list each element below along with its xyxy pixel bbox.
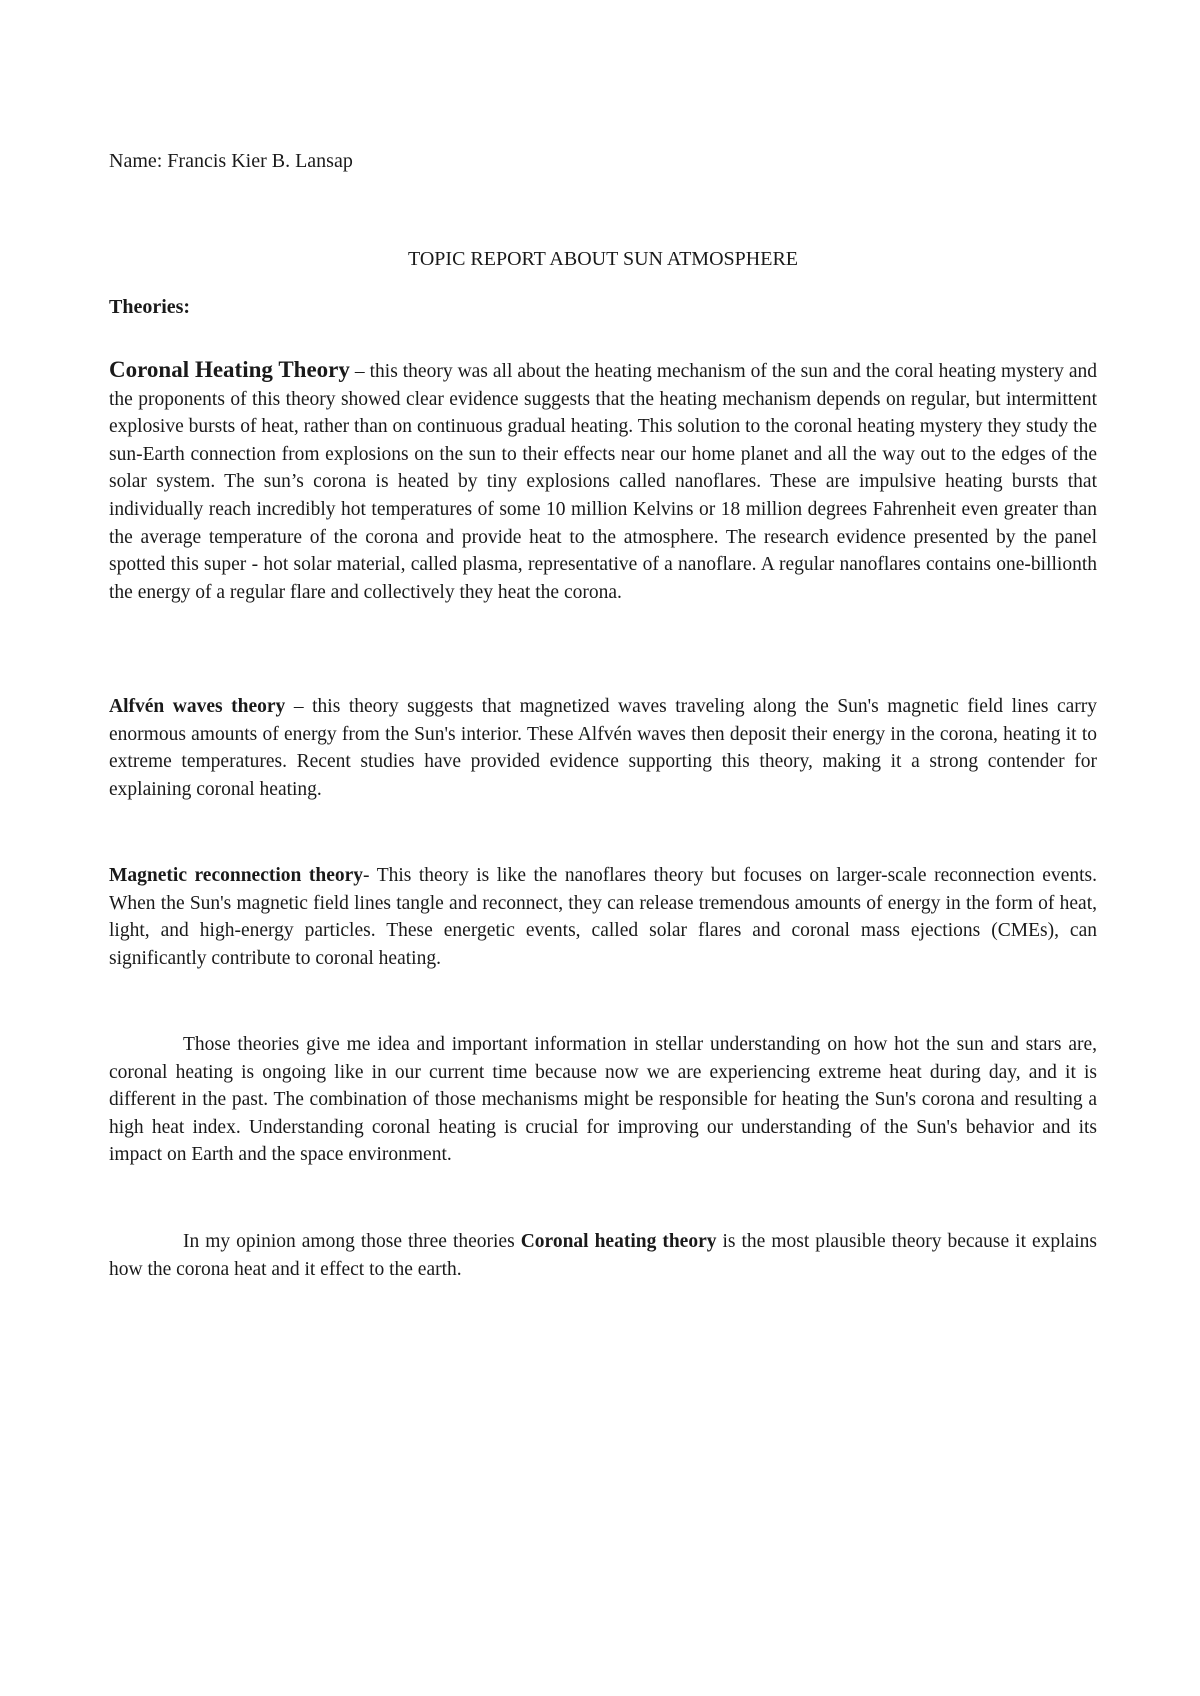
alfven-waves-text: – this theory suggests that magnetized waves traveling along the Sun's magnetic field lines carry enormous amounts of energy from the Sun's interior. These Alfvén waves then deposit their energy in the corona, heating it to extreme temperatures. Recent studies have provided evidence supporting this theory, making it a strong contender for explaining coronal heating. — [109, 696, 1098, 800]
paragraph-reflection — [109, 1031, 1097, 1169]
alfven-waves-heading: Alfvén waves theory — [109, 696, 286, 717]
section-label-theories: Theories: — [109, 296, 191, 318]
magnetic-reconnection-text: - This theory is like the nanoflares theory but focuses on larger-scale reconnection events. When the Sun's magnetic field lines tangle and reconnect, they can release tremendous amounts of energy in the form of heat, light, and high-energy particles. These energetic events, called solar flares and coronal mass ejections (CMEs), can significantly contribute to coronal heating. — [109, 865, 1097, 969]
paragraph-magnetic-reconnection — [109, 862, 1097, 972]
author-name: Name: Francis Kier B. Lansap — [109, 150, 353, 172]
paragraph-coronal-heating — [109, 356, 1097, 606]
paragraph-alfven-waves — [109, 693, 1097, 803]
opinion-text-end: is the most plausible theory because it explains how the corona heat and it effect to the earth. — [109, 1231, 1097, 1280]
magnetic-reconnection-heading: Magnetic reconnection theory — [109, 865, 364, 886]
coronal-heating-heading: Coronal Heating Theory — [109, 357, 350, 382]
reflection-text: Those theories give me idea and important information in stellar understanding on how hot the sun and stars are, coronal heating is ongoing like in our current time because now we are experiencing extreme heat during day, and it is different in the past. The combination of those mechanisms might be responsible for heating the Sun's corona and resulting a high heat index. Understanding coronal heating is crucial for improving our understanding of the Sun's behavior and its impact on Earth and the space environment. — [109, 1034, 1097, 1166]
coronal-heating-text: – this theory was all about the heating mechanism of the sun and the coral heating mystery and the proponents of this theory showed clear evidence suggests that the heating mechanism depends on regular, but intermittent explosive bursts of heat, rather than on continuous gradual heating. This solution to the coronal heating mystery they study the sun-Earth connection from explosions on the sun to their effects near our home planet and all the way out to the edges of the solar system. The sun’s corona is heated by tiny explosions called nanoflares. These are impulsive heating bursts that individually reach incredibly hot temperatures of some 10 million Kelvins or 18 million degrees Fahrenheit even greater than the average temperature of the corona and provide heat to the atmosphere. The research evidence presented by the panel spotted this super - hot solar material, called plasma, representative of a nanoflare. A regular nanoflares contains one-billionth the energy of a regular flare and collectively they heat the corona. — [109, 361, 1097, 603]
paragraph-opinion — [109, 1228, 1097, 1283]
document-title: TOPIC REPORT ABOUT SUN ATMOSPHERE — [408, 248, 798, 270]
opinion-emphasis: Coronal heating theory — [520, 1231, 717, 1252]
opinion-text-start: In my opinion among those three theories — [183, 1231, 521, 1252]
